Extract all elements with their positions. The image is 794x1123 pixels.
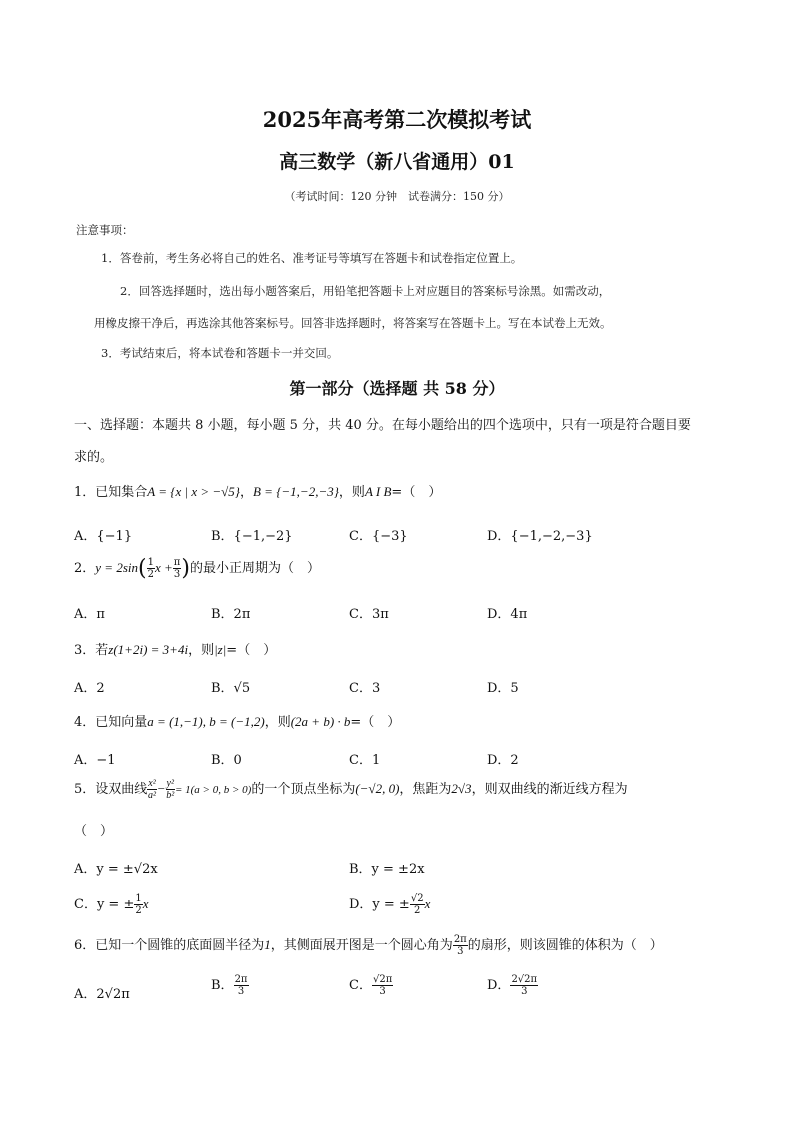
- fraction: $\frac{2\pi}{3}$: [453, 934, 467, 957]
- right-paren: ): [181, 556, 190, 581]
- question-text: =（ ）: [350, 715, 401, 730]
- note-item-2: 2．回答选择题时，选出每小题答案后，用铅笔把答题卡上对应题目的答案标号涂黑。如需改动，: [120, 284, 611, 298]
- math-expr: x +: [154, 560, 173, 575]
- question-number: 5．: [74, 782, 96, 797]
- math-expr: 1: [264, 937, 271, 952]
- option-c[interactable]: C．{−3}: [349, 529, 408, 544]
- question-number: 3．: [74, 643, 96, 658]
- fraction: $\frac{\text{x²}}{\text{a²}}$: [148, 778, 157, 801]
- option-a[interactable]: A．2√2π: [74, 987, 130, 1002]
- option-d[interactable]: D．4π: [487, 607, 528, 622]
- option-c[interactable]: [349, 974, 393, 997]
- option-c[interactable]: C．3: [349, 681, 381, 696]
- question-4: [74, 711, 400, 730]
- question-text: ，则: [188, 643, 215, 658]
- option-a[interactable]: A．−1: [74, 753, 116, 768]
- section-intro-line1: 一、选择题：本题共 8 小题，每小题 5 分，共 40 分。在每小题给出的四个选项中，只有一项是符合题目要: [74, 418, 691, 433]
- math-expr: |z|: [214, 642, 227, 657]
- option-label: D．y = ±: [349, 897, 410, 912]
- option-c[interactable]: C．1: [349, 753, 381, 768]
- question-text: ，焦距为: [399, 782, 452, 797]
- question-text: 设双曲线: [95, 782, 148, 797]
- math-expr: z(1+2i) = 3+4i: [108, 642, 189, 657]
- question-5: [74, 778, 628, 801]
- option-d[interactable]: D．{−1,−2,−3}: [487, 529, 593, 544]
- exam-title: 2025年高考第二次模拟考试: [262, 107, 532, 132]
- option-d[interactable]: [487, 974, 538, 997]
- option-b[interactable]: B．0: [211, 753, 242, 768]
- left-paren: (: [138, 556, 147, 581]
- fraction: $\frac{\pi}{3}$: [173, 557, 181, 580]
- math-expr: = 1(a > 0, b > 0): [174, 784, 252, 796]
- question-text: ，则: [338, 485, 365, 500]
- question-number: 6．: [74, 938, 96, 953]
- fraction: $\frac{1}{2}$: [135, 893, 142, 916]
- option-a[interactable]: A．π: [74, 607, 105, 622]
- question-text: 的扇形，则该圆锥的体积为（ ）: [467, 938, 663, 953]
- question-text: ，则: [264, 715, 291, 730]
- question-text: 的一个顶点坐标为: [251, 782, 356, 797]
- question-number: 2．: [74, 561, 96, 576]
- question-number: 1．: [74, 485, 96, 500]
- question-text: ，: [239, 485, 253, 500]
- math-expr: B = {−1,−2,−3}: [252, 484, 339, 499]
- question-text: 已知一个圆锥的底面圆半径为: [95, 938, 265, 953]
- option-label: C．y = ±: [74, 897, 135, 912]
- question-text: ，其侧面展开图是一个圆心角为: [270, 938, 453, 953]
- fraction: $\frac{2\pi}{3}$: [234, 974, 248, 997]
- math-expr: y = 2sin: [95, 560, 138, 575]
- option-a[interactable]: A．y = ±√2x: [74, 862, 158, 877]
- question-3: [74, 639, 276, 658]
- note-item-3: 3．考试结束后，将本试卷和答题卡一并交回。: [101, 346, 339, 360]
- option-a[interactable]: A．{−1}: [74, 529, 133, 544]
- option-b[interactable]: B．√5: [211, 681, 251, 696]
- option-b[interactable]: B．y = ±2x: [349, 862, 425, 877]
- question-text: 已知向量: [95, 715, 148, 730]
- fraction: $\frac{√2}{2}$: [410, 893, 424, 916]
- option-d[interactable]: D．2: [487, 753, 519, 768]
- option-b[interactable]: [211, 974, 249, 997]
- option-c[interactable]: [74, 893, 149, 916]
- option-d[interactable]: D．5: [487, 681, 519, 696]
- math-expr: A I B: [364, 484, 392, 499]
- question-text: =（ ）: [226, 643, 277, 658]
- math-expr: x: [142, 896, 149, 911]
- option-label: D．: [487, 978, 511, 993]
- option-label: C．: [349, 978, 372, 993]
- section-intro-line2: 求的。: [74, 450, 114, 465]
- fraction: $\frac{√2\pi}{3}$: [372, 974, 393, 997]
- question-text: 的最小正周期为（ ）: [189, 561, 320, 576]
- minus-sign: −: [156, 781, 166, 796]
- math-expr: A = {x | x > −√5}: [147, 484, 240, 499]
- fraction: $\frac{2√2\pi}{3}$: [511, 974, 538, 997]
- section-title: 第一部分（选择题 共 58 分）: [289, 379, 505, 398]
- option-label: B．: [211, 978, 234, 993]
- math-expr: (2a + b) · b: [290, 714, 351, 729]
- option-b[interactable]: B．2π: [211, 607, 251, 622]
- question-6: [74, 934, 663, 957]
- question-2: [74, 556, 320, 581]
- question-text: =（ ）: [391, 485, 442, 500]
- math-expr: x: [424, 896, 431, 911]
- question-5-blank: （ ）: [74, 824, 114, 839]
- option-d[interactable]: [349, 893, 430, 916]
- notes-heading: 注意事项：: [76, 223, 134, 237]
- option-c[interactable]: C．3π: [349, 607, 389, 622]
- question-text: ，则双曲线的渐近线方程为: [471, 782, 628, 797]
- fraction: $\frac{\text{y²}}{\text{b²}}$: [166, 778, 175, 801]
- exam-subtitle: 高三数学（新八省通用）01: [279, 151, 515, 173]
- option-a[interactable]: A．2: [74, 681, 105, 696]
- question-text: 若: [95, 643, 109, 658]
- note-item-2-cont: 用橡皮擦干净后，再选涂其他答案标号。回答非选择题时，将答案写在答题卡上。写在本试卷上无效。: [94, 316, 612, 330]
- math-expr: a = (1,−1), b = (−1,2): [147, 714, 265, 729]
- fraction: $\frac{1}{2}$: [147, 557, 154, 580]
- option-b[interactable]: B．{−1,−2}: [211, 529, 293, 544]
- exam-info: （考试时间：120 分钟 试卷满分：150 分）: [284, 190, 510, 203]
- question-text: 已知集合: [95, 485, 148, 500]
- math-expr: 2√3: [451, 781, 472, 796]
- question-number: 4．: [74, 715, 96, 730]
- question-1: [74, 481, 441, 500]
- math-expr: (−√2, 0): [355, 781, 400, 796]
- note-item-1: 1．答卷前，考生务必将自己的姓名、准考证号等填写在答题卡和试卷指定位置上。: [101, 251, 523, 265]
